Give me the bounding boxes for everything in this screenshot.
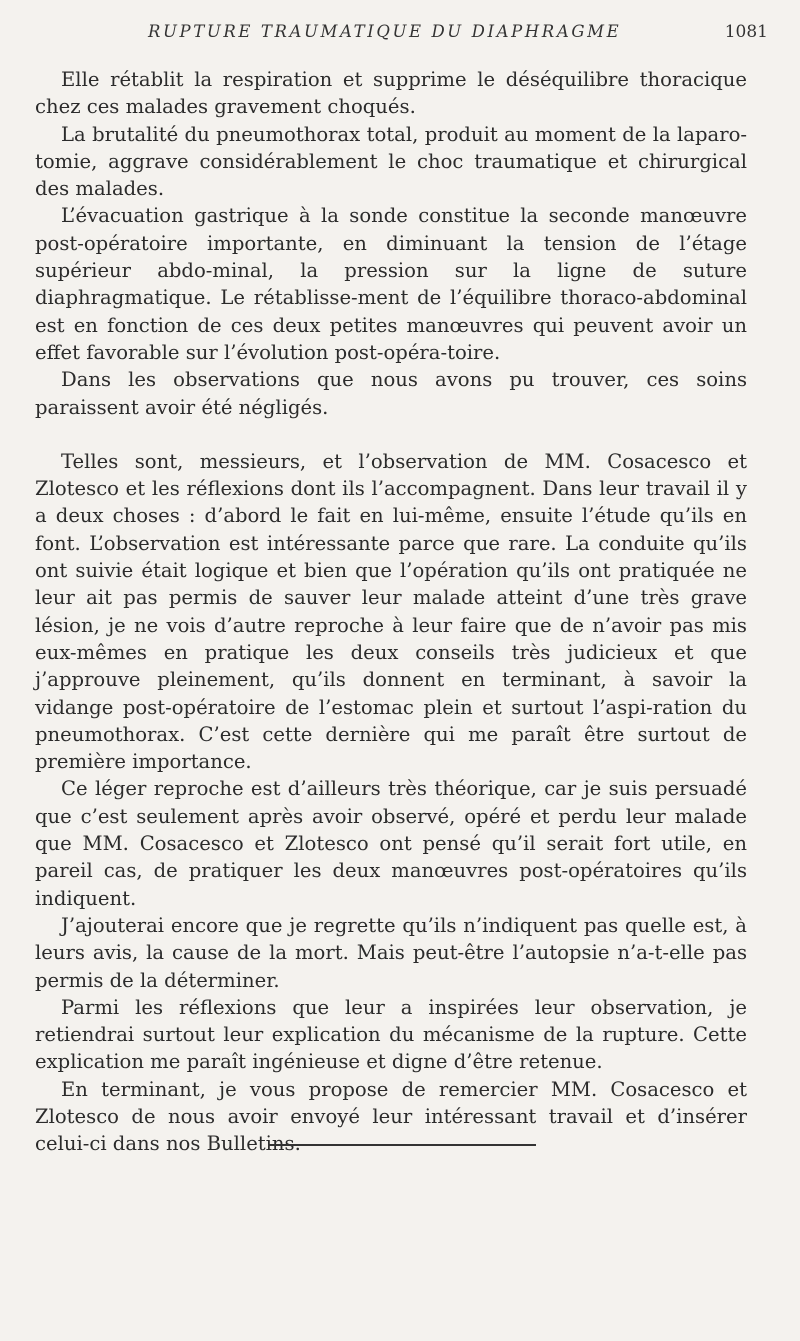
paragraph: La brutalité du pneumothorax total, produit au moment de la laparo-tomie, aggrave considérablement le choc traumatique et chirurgical des malades. [35, 122, 747, 201]
paragraph: L’évacuation gastrique à la sonde constitue la seconde manœuvre post-opératoire importante, en diminuant la tension de l’étage supérieur abdo-minal, la pression sur la ligne de suture diaphragmatique. Le rétablisse-ment de l’équilibre thoraco-abdominal est en fonction de ces deux petites manœuvres qui peuvent avoir un effet favorable sur l’évolution post-opéra-toire. [35, 204, 747, 364]
page-number: 1081 [724, 22, 768, 42]
paragraph: J’ajouterai encore que je regrette qu’ils n’indiquent pas quelle est, à leurs avis, la cause de la mort. Mais peut-être l’autopsie n’a-t-elle pas permis de la déterminer. [35, 913, 747, 992]
paragraph: Dans les observations que nous avons pu trouver, ces soins paraissent avoir été négligés. [35, 368, 747, 419]
running-head [148, 22, 768, 44]
paragraph: Elle rétablit la respiration et supprime le déséquilibre thoracique chez ces malades gravement choqués. [35, 68, 747, 119]
body-text [35, 66, 747, 1158]
paragraph: Ce léger reproche est d’ailleurs très théorique, car je suis persuadé que c’est seulement après avoir observé, opéré et perdu leur malade que MM. Cosacesco et Zlotesco ont pensé qu’il serait fort utile, en pareil cas, de pratiquer les deux manœuvres post-opératoires qu’ils indiquent. [35, 777, 747, 910]
running-title: RUPTURE TRAUMATIQUE DU DIAPHRAGME [148, 22, 622, 41]
paragraph: Parmi les réflexions que leur a inspirées leur observation, je retiendrai surtout leur explication du mécanisme de la rupture. Cette explication me paraît ingénieuse et digne d’être retenue. [35, 995, 747, 1074]
paragraph: Telles sont, messieurs, et l’observation de MM. Cosacesco et Zlotesco et les réflexions dont ils l’accompagnent. Dans leur travail il y a deux choses : d’abord le fait en lui-même, ensuite l’étude qu’ils en font. L’observation est intéressante parce que rare. La conduite qu’ils ont suivie était logique et bien que l’opération qu’ils ont pratiquée ne leur ait pas permis de sauver leur malade atteint d’une très grave lésion, je ne vois d’autre reproche à leur faire que de n’avoir pas mis eux-mêmes en pratique les deux conseils très judicieux et que j’approuve pleinement, qu’ils donnent en terminant, à savoir la vidange post-opératoire de l’estomac plein et surtout l’aspi-ration du pneumothorax. C’est cette dernière qui me paraît être surtout de première importance. [35, 449, 747, 774]
paragraph: En terminant, je vous propose de remercier MM. Cosacesco et Zlotesco de nous avoir envoyé leur intéressant travail et d’insérer celui-ci dans nos Bulletins. [35, 1077, 747, 1156]
section-end-rule [268, 1144, 536, 1146]
